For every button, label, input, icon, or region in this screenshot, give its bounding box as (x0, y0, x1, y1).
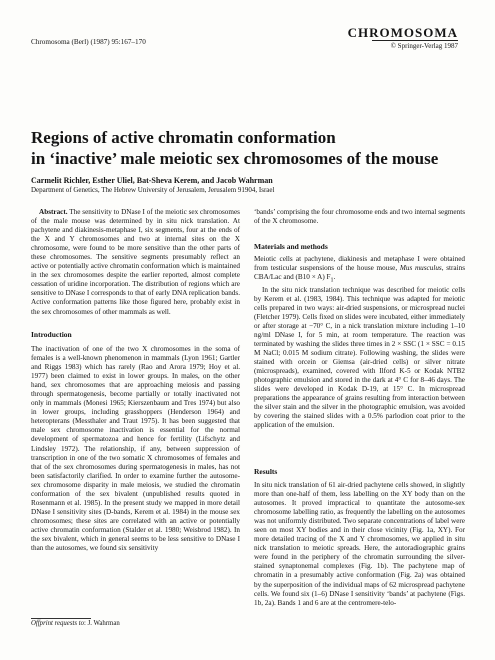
right-top-text: ‘bands’ comprising the four chromosome ends and two internal segments of the X chromosome. (254, 208, 465, 226)
results-heading: Results (254, 467, 278, 476)
journal-masthead (348, 26, 458, 51)
materials-heading: Materials and methods (254, 242, 328, 251)
affiliation: Department of Genetics, The Hebrew University of Jerusalem, Jerusalem 91904, Israel (31, 186, 275, 194)
materials-p1-a: Meiotic cells at pachytene, diakinesis and metaphase I were obtained from testicular suspensions of the house mouse, (254, 255, 465, 273)
abstract-continuation (254, 208, 465, 226)
title-line-1: Regions of active chromatin conformation (31, 128, 336, 147)
abstract-text: The sensitivity to DNase I of the meiotic sex chromosomes of the male mouse was determined by in situ nick translation. At pachytene and diakinesis-metaphase I, six segments, four at the ends of the X and Y chromosomes and two at internal sites on the X chromosome, were found to be more sensitive than the other parts of these chromosomes. The sensitive segments presumably reflect an active or potentially active chromatin conformation which is maintained in the sex chromosomes despite the earlier reported, almost complete cessation of uridine incorporation. The distribution of regions which are sensitive to DNase I corresponds to that of early DNA replication bands. Active conformation patterns like those figured here, probably exist in the sex chromosomes of other mammals as well. (31, 208, 240, 316)
copyright-notice: © Springer-Verlag 1987 (390, 42, 458, 50)
footnote-rule (31, 618, 91, 619)
introduction-body (31, 345, 240, 553)
results-body (254, 481, 465, 608)
results-text: In situ nick translation of 61 air-dried pachytene cells showed, in slightly more than one-half of them, less labelling on the XY body than on the autosomes. It proved impractical to quantitate the autosome-sex chromosome labelling ratio, as frequently the labelling on the autosomes was not uniformly distributed. Two separate concentrations of label were seen on most XY bodies and in their close vicinity (Fig. 1a, XY). For more detailed tracing of the X and Y chromosomes, we applied in situ nick translation to meiotic spreads. Here, the autoradiographic grains were found in the periphery of the chromatin surrounding the silver-stained synaptonemal complexes (Fig. 1b). The pachytene map of chromatin in a presumably active conformation (Fig. 2a) was obtained by the superposition of the individual maps of 62 microspread pachytene cells. We found six (1–6) DNase I sensitivity ‘bands’ at pachytene (Figs. 1b, 2a). Bands 1 and 6 are at the centromere-telo- (254, 481, 465, 607)
materials-p1-b: , strains CBA/Lac and (B10 × A) F (254, 264, 466, 282)
abstract-label: Abstract. (39, 208, 68, 216)
footnote (31, 620, 120, 627)
footnote-name: : J. Wahrman (84, 620, 120, 627)
materials-p1-sub: 1 (330, 277, 334, 284)
abstract (31, 208, 240, 317)
footnote-label: Offprint requests to (31, 620, 84, 627)
species-name: Mus musculus (399, 264, 442, 273)
journal-name: CHROMOSOMA (347, 25, 458, 40)
introduction-heading: Introduction (31, 330, 72, 339)
materials-paragraph-2: In the situ nick translation technique was described for meiotic cells by Kerem et al. (1983, 1984). This technique was adapted for meiotic cells prepared in two ways: air-dried suspensions, or microspread nuclei (Fletcher 1979). Cells fixed on slides were incubated, either immediately or after storage at −70° C, in a nick translation mixture including 1–10 ng/ml DNase I, for 5 min, at room temperature. The reaction was terminated by washing the slides three times in 2 × SSC (1 × SSC = 0.15 M NaCl; 0.015 M sodium citrate). Following washing, the slides were stained with orcein or Giemsa (air-dried cells) or silver nitrate (microspreads), examined, covered with Ilford K-5 or Kodak NTB2 photographic emulsion and stored in the dark at 4° C for 8–46 days. The slides were developed in Kodak D-19, at 15° C. In microspread preparations the appearance of grains resulting from interaction between the silver stain and the silver in the photographic emulsion, was avoided by covering the stained slides with a 0.5% parlodion coat prior to the application of the emulsion. (254, 285, 465, 430)
journal-rule (372, 40, 458, 41)
materials-paragraph-1 (254, 255, 465, 286)
materials-p1-c: . (333, 273, 336, 282)
materials-body (254, 255, 465, 430)
journal-citation: Chromosoma (Berl) (1987) 95:167–170 (31, 38, 146, 46)
author-list: Carmelit Richler, Esther Uliel, Bat-Sheva Kerem, and Jacob Wahrman (31, 176, 273, 185)
title-line-2: in ‘inactive’ male meiotic sex chromosomes of the mouse (31, 149, 439, 168)
article-title (31, 127, 471, 169)
introduction-text: The inactivation of one of the two X chromosomes in the soma of females is a well-known phenomenon in mammals (Lyon 1961; Gartler and Riggs 1983) which has rarely (Rao and Arora 1979; Hoy et al. 1977) been claimed to exist in lower groups. In males, on the other hand, sex chromosomes that are approaching meiosis and passing through spermatogenesis, become partially or totally inactivated not only in mammals (Monesi 1965; Kierszenbaum and Tres 1974) but also in lower groups, including grasshoppers (Henderson 1964) and heteropterans (Messthaler and Traut 1975). It has been suggested that male sex chromosome inactivation is essential for the normal development of spermatozoa and hence for fertility (Lifschytz and Lindsley 1972). The relationship, if any, between suppression of transcription in one of the two somatic X chromosomes of females and that of the sex chromosomes during spermatogenesis in males, has not been satisfactorily clarified. In order to examine further the autosome-sex chromosome disparity in male meiosis, we studied the chromatin conformation of the sex bivalent (unpublished results quoted in Rosenmann et al. 1985). In the present study we mapped in more detail DNase I sensitivity sites (D-bands, Kerem et al. 1984) in the mouse sex chromosomes; these sites are correlated with an active or potentially active chromatin conformation (Stalder et al. 1980; Weisbrod 1982). In the sex bivalent, which in general seems to be less sensitive to DNase I than the autosomes, we found six sensitivity (31, 345, 240, 553)
